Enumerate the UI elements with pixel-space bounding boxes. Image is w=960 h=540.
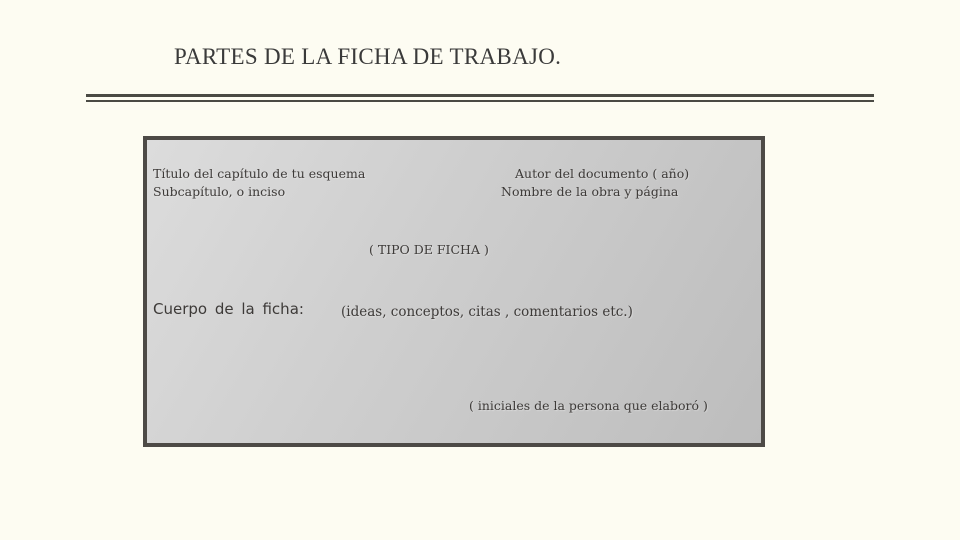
- subchapter-field: Subcapítulo, o inciso: [153, 184, 286, 199]
- title-underline-thick: [86, 94, 874, 97]
- card-type-field: ( TIPO DE FICHA ): [369, 242, 489, 257]
- chapter-title-field: Título del capítulo de tu esquema: [153, 166, 366, 181]
- work-page-field: Nombre de la obra y página: [501, 184, 679, 199]
- title-underline-thin: [86, 100, 874, 102]
- author-field: Autor del documento ( año): [515, 166, 690, 181]
- card-body-label: Cuerpo de la ficha:: [153, 300, 304, 318]
- card-body-description: (ideas, conceptos, citas , comentarios etc.): [341, 304, 633, 320]
- initials-field: ( iniciales de la persona que elaboró ): [469, 398, 708, 413]
- slide-title: PARTES DE LA FICHA DE TRABAJO.: [174, 44, 562, 69]
- work-card-diagram: [143, 136, 765, 447]
